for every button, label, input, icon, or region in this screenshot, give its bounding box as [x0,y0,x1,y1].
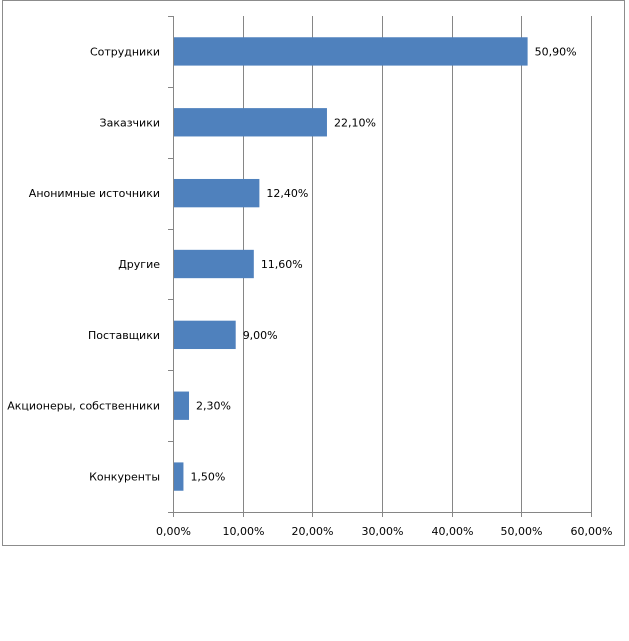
data-label: 11,60% [260,258,303,271]
bar [174,37,528,65]
x-tick-label: 40,00% [431,525,474,538]
data-label: 1,50% [190,470,226,484]
data-label: 2,30% [196,399,231,413]
data-label: 22,10% [333,116,376,130]
category-label: Анонимные источники [28,187,160,201]
x-tick-label: 50,00% [500,525,543,538]
bar [174,250,254,278]
bar [174,179,259,207]
bar [174,108,327,136]
bar [174,392,189,420]
x-tick-label: 10,00% [222,525,265,538]
category-label: Конкуренты [89,470,160,484]
bar [174,321,236,349]
x-tick-label: 60,00% [570,525,613,538]
category-label: Акционеры, собственники [7,399,160,413]
data-label: 9,00% [242,328,278,342]
category-label: Поставщики [88,328,160,342]
x-tick-label: 0,00% [156,525,191,538]
category-label: Сотрудники [89,45,160,59]
x-tick-label: 20,00% [291,525,334,538]
x-tick-label: 30,00% [361,525,404,538]
data-label: 50,90% [534,45,577,59]
category-label: Другие [118,258,160,271]
data-label: 12,40% [266,187,309,201]
bars [174,37,528,490]
category-label: Заказчики [99,116,160,130]
bar [174,462,183,490]
